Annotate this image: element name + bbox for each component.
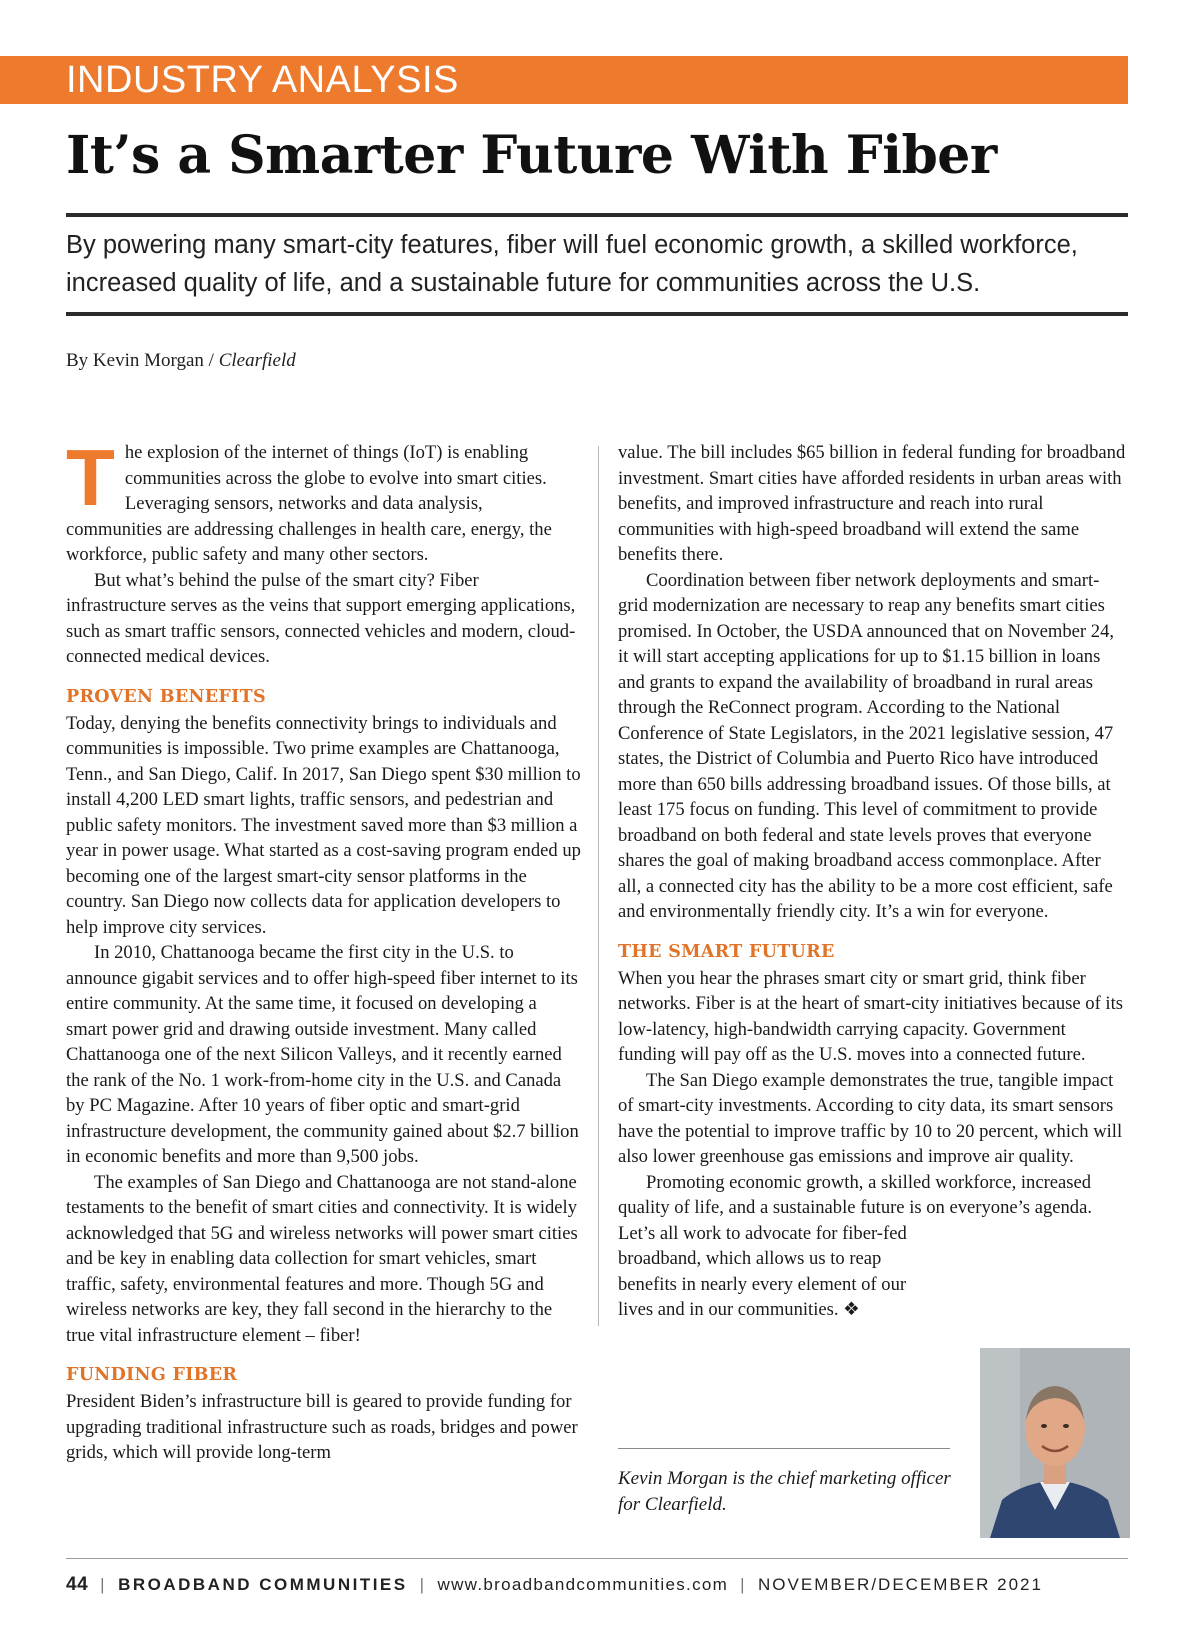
body-paragraph: value. The bill includes $65 billion in federal funding for broadband investment. Smart cities have afforded residents in urban areas with benefits, and improved infrastructure and reach into rural communities with high-speed broadband will extend the same benefits there. (618, 442, 1126, 565)
body-paragraph: But what’s behind the pulse of the smart city? Fiber infrastructure serves as the veins that support emerging applications, such as smart traffic sensors, connected vehicles and modern, cloud-connected medical devices. (66, 569, 576, 667)
bio-rule (618, 1448, 950, 1449)
issue-date: NOVEMBER/DECEMBER 2021 (758, 1575, 1043, 1594)
publication-name: BROADBAND COMMUNITIES (118, 1575, 408, 1594)
intro-text: he explosion of the internet of things (IoT) is enabling communities across the globe to evolve into smart cities. Leveraging sensors, networks and data analysis, communities are addressing challenges in health care, energy, the workforce, public safety and many other sectors. (66, 442, 552, 565)
page-footer (66, 1574, 1136, 1596)
article-deck: By powering many smart-city features, fiber will fuel economic growth, a skilled workforce, increased quality of life, and a sustainable future for communities across the U.S. (66, 231, 1078, 297)
section-heading-funding-fiber: FUNDING FIBER (66, 1365, 238, 1385)
body-paragraph: Coordination between fiber network deployments and smart-grid modernization are necessary to reap any benefits smart cities promised. In October, the USDA announced that on November 24, it will start accepting applications for up to $1.15 billion in loans and grants to expand the availability of broadband in rural areas through the ReConnect program. According to the National Conference of State Legislators, in the 2021 legislative session, 47 states, the District of Columbia and Puerto Rico have introduced more than 650 bills addressing broadband issues. Of those bills, at least 175 focus on funding. This level of commitment to provide broadband on both federal and state levels proves that everyone shares the goal of making broadband access commonplace. After all, a connected city has the ability to be a more cost efficient, safe and environmentally friendly city. It’s a win for everyone. (618, 569, 1115, 922)
byline (66, 350, 296, 372)
closing-line: lives and in our communities. ❖ (618, 1299, 860, 1320)
footer-separator: | (100, 1575, 107, 1594)
closing-line: Let’s all work to advocate for fiber-fed (618, 1222, 907, 1244)
article-headline: It’s a Smarter Future With Fiber (66, 125, 997, 186)
body-paragraph: Today, denying the benefits connectivity brings to individuals and communities is impossible. Two prime examples are Chattanooga, Tenn., and San Diego, Calif. In 2017, San Diego spent $30 million to install 4,200 LED smart lights, traffic sensors, and pedestrian and public safety monitors. The investment saved more than $3 million a year in power usage. What started as a cost-saving program ended up becoming one of the largest smart-city sensor platforms in the country. San Diego now collects data for application developers to help improve city services. (66, 712, 581, 938)
intro-paragraph (66, 433, 581, 568)
body-paragraph: In 2010, Chattanooga became the first city in the U.S. to announce gigabit services and to offer high-speed fiber internet to its entire community. At the same time, it focused on developing a smart power grid and drawing outside investment. Many called Chattanooga one of the next Silicon Valleys, and it recently earned the rank of the No. 1 work-from-home city in the U.S. and Canada by PC Magazine. After 10 years of fiber optic and smart-grid infrastructure development, the community gained about $2.7 billion in economic benefits and more than 9,500 jobs. (66, 942, 579, 1167)
byline-organization: Clearfield (218, 350, 296, 371)
deck-bottom-rule (66, 312, 1128, 316)
publication-url[interactable]: www.broadbandcommunities.com (437, 1575, 729, 1594)
closing-line: benefits in nearly every element of our (618, 1273, 907, 1295)
author-portrait-illustration (980, 1348, 1130, 1538)
section-label: INDUSTRY ANALYSIS (66, 59, 459, 101)
author-bio: Kevin Morgan is the chief marketing officer for Clearfield. (618, 1468, 951, 1515)
page-number: 44 (66, 1574, 89, 1595)
article-column-right (618, 440, 1128, 1323)
body-paragraph: The examples of San Diego and Chattanooga are not stand-alone testaments to the benefit of smart cities and connectivity. It is widely acknowledged that 5G and wireless networks will power smart cities and be key in enabling data collection for smart vehicles, smart traffic, safety, environmental features and more. Though 5G and wireless networks are key, they fall second in the hierarchy to the true vital infrastructure element – fiber! (66, 1171, 578, 1346)
closing-line: broadband, which allows us to reap (618, 1248, 882, 1269)
section-heading-proven-benefits: PROVEN BENEFITS (66, 686, 266, 707)
body-paragraph: Promoting economic growth, a skilled workforce, increased quality of life, and a sustainable future is on everyone’s agenda. (618, 1171, 1092, 1218)
column-divider (598, 446, 599, 1326)
footer-separator: | (419, 1575, 426, 1594)
body-paragraph: The San Diego example demonstrates the true, tangible impact of smart-city investments. According to city data, its smart sensors have the potential to improve traffic by 10 to 20 percent, which will also lower greenhouse gas emissions and improve air quality. (618, 1069, 1123, 1167)
byline-author: By Kevin Morgan / (66, 350, 219, 371)
drop-cap: T (66, 433, 115, 522)
deck-top-rule (66, 213, 1128, 217)
footer-separator: | (740, 1575, 747, 1594)
article-column-left (66, 433, 581, 1466)
author-photo (980, 1348, 1130, 1538)
body-paragraph: President Biden’s infrastructure bill is geared to provide funding for upgrading traditional infrastructure such as roads, bridges and power grids, which will provide long-term (66, 1391, 578, 1463)
section-heading-smart-future: THE SMART FUTURE (618, 941, 835, 962)
section-banner (0, 56, 1128, 104)
body-paragraph: When you hear the phrases smart city or smart grid, think fiber networks. Fiber is at the heart of smart-city initiatives because of its low-latency, high-bandwidth carrying capacity. Government funding will pay off as the U.S. moves into a connected future. (618, 967, 1123, 1065)
footer-rule (66, 1558, 1128, 1559)
